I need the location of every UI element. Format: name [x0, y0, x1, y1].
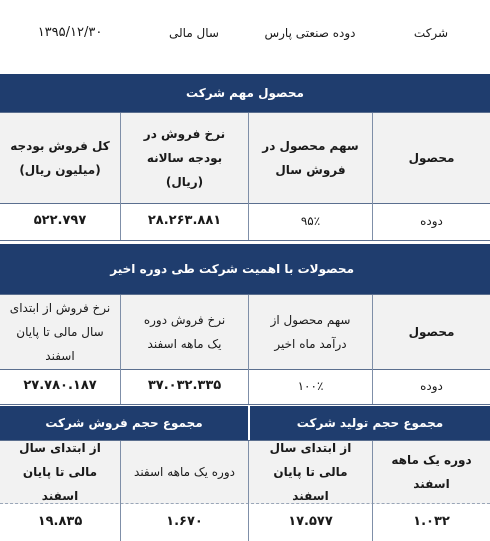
important-product-header-row — [0, 112, 490, 204]
important-product-title-bar — [0, 74, 490, 112]
col-product: محصول — [372, 113, 490, 203]
cell-budget-rate: ۲۸.۲۶۳.۸۸۱ — [120, 202, 248, 240]
company-name: دوده صنعتی پارس — [264, 26, 356, 40]
cell-share: ۹۵٪ — [248, 202, 372, 240]
col-prod-month: دوره یک ماهه اسفند — [372, 441, 490, 503]
col-sales-ytd: از ابتدای سال مالی تا پایان اسفند — [19, 441, 101, 503]
recent-products-title: محصولات با اهمیت شرکت طی دوره اخیر — [110, 262, 354, 276]
important-product-data-row — [0, 202, 490, 241]
col-product-2: محصول — [372, 295, 490, 369]
recent-products-title-bar — [0, 244, 490, 294]
col-month-rate: نرخ فروش دوره یک ماهه اسفند — [120, 295, 248, 369]
volume-header-row — [0, 440, 490, 504]
sales-volume-title: مجموع حجم فروش شرکت — [45, 416, 203, 430]
volume-data-row — [0, 502, 490, 541]
col-budget-total: کل فروش بودجه (میلیون ریال) — [10, 139, 110, 177]
fiscal-year-end: ۱۳۹۵/۱۲/۳۰ — [37, 25, 103, 40]
col-sales-month: دوره یک ماهه اسفند — [120, 441, 248, 503]
cell-income-share: ۱۰۰٪ — [248, 368, 372, 404]
cell-sales-month: ۱.۶۷۰ — [120, 502, 248, 541]
col-share: سهم محصول در فروش سال — [248, 113, 372, 203]
cell-sales-ytd: ۱۹.۸۳۵ — [37, 513, 83, 529]
cell-month-rate: ۳۷.۰۳۲.۳۳۵ — [120, 368, 248, 404]
fiscal-year-label: سال مالی — [169, 26, 219, 40]
cell-prod-ytd: ۱۷.۵۷۷ — [248, 502, 372, 541]
col-budget-rate: نرخ فروش در بودجه سالانه (ریال) — [120, 113, 248, 203]
col-prod-ytd: از ابتدای سال مالی تا پایان اسفند — [248, 441, 372, 503]
cell-ytd-rate: ۲۷.۷۸۰.۱۸۷ — [23, 378, 97, 393]
cell-prod-month: ۱.۰۳۲ — [372, 502, 490, 541]
cell-product: دوده — [372, 202, 490, 240]
recent-products-header-row — [0, 294, 490, 370]
cell-product-2: دوده — [372, 368, 490, 404]
col-ytd-rate: نرخ فروش از ابتدای سال مالی تا پایان اسفند — [9, 301, 111, 363]
company-header — [0, 0, 490, 66]
cell-budget-total: ۵۲۲.۷۹۷ — [33, 213, 87, 228]
important-product-title: محصول مهم شرکت — [186, 86, 304, 100]
production-volume-title: مجموع حجم تولید شرکت — [248, 406, 490, 440]
company-label: شرکت — [413, 26, 449, 40]
col-income-share: سهم محصول از درآمد ماه اخیر — [248, 295, 372, 369]
volume-titles-bar — [0, 406, 490, 440]
recent-products-data-row — [0, 368, 490, 405]
